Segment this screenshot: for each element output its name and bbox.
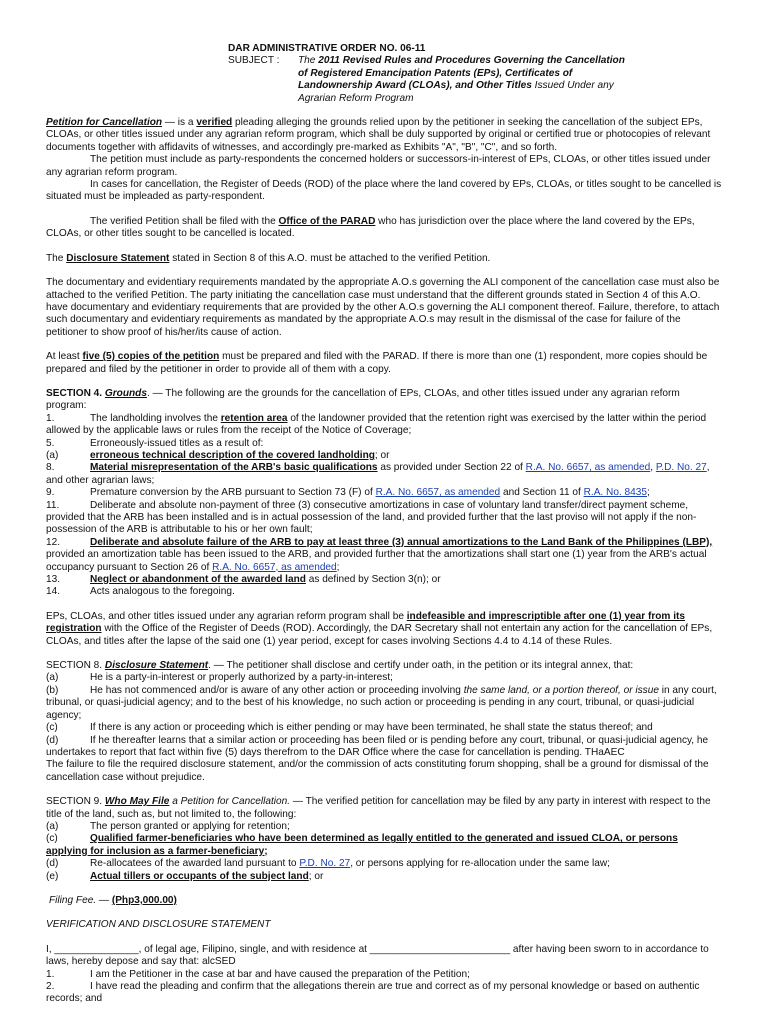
ra-6657-link[interactable]: R.A. No. 6657, as amended: [375, 487, 501, 499]
subject-label: SUBJECT :: [228, 55, 280, 67]
order-header: [228, 43, 722, 105]
list-item: 1. I am the Petitioner in the case at bar and have caused the preparation of the Petition;: [46, 968, 470, 980]
subject-text: The 2011 Revised Rules and Procedures Governing the Cancellation of Registered Emancipation Patents (EPs), Certificates of Landownership Award (CLOAs), and Other Titles Issued Under any Agrarian Reform Program: [298, 55, 625, 104]
pd-27-link[interactable]: P.D. No. 27: [655, 462, 707, 474]
list-item: (c) If there is any action or proceeding which is either pending or may have been terminated, he shall state the status thereof; and: [46, 722, 653, 734]
filing-fee: Filing Fee. — (Php3,000.00): [49, 894, 177, 906]
list-item: 14. Acts analogous to the foregoing.: [46, 586, 235, 598]
list-item: (c) Qualified farmer-beneficiaries who have been determined as legally entitled to the generated and issued CLOA, or persons applying for inclusion as a farmer-beneficiary;: [46, 833, 678, 857]
verification-title: VERIFICATION AND DISCLOSURE STATEMENT: [46, 919, 271, 931]
petition-definition: Petition for Cancellation — is a verified pleading alleging the grounds relied upon by the petitioner in seeking the cancellation of the subject EPs, CLOAs, or other titles issued under any agrarian reform program, which shall be duly supported by original or certified true or photocopies of relevant documents together with affidavits of witnesses, and accordingly pre-marked as Exhibits "A", "B", "C", and so forth.: [46, 117, 711, 153]
petition-paragraph: The Disclosure Statement stated in Section 8 of this A.O. must be attached to the verified Petition.: [46, 252, 491, 264]
petition-paragraph: The petition must include as party-respondents the concerned holders or successors-in-interest of EPs, CLOAs, or other titles issued under any agrarian reform program.: [46, 154, 711, 178]
petition-paragraph: At least five (5) copies of the petition must be prepared and filed with the PARAD. If there is more than one (1) respondent, more copies should be prepared and filed by the petitioner in order to provide all of them with a copy.: [46, 351, 708, 375]
petition-paragraph: The verified Petition shall be filed with the Office of the PARAD who has jurisdiction over the place where the land covered by the EPs, CLOAs, or other titles sought to be cancelled is located.: [46, 215, 695, 240]
document-page: [46, 43, 722, 1006]
section-4-heading: SECTION 4. Grounds. — The following are the grounds for the cancellation of EPs, CLOAs, and other titles issued under any agrarian reform program:: [46, 387, 680, 412]
order-title: DAR ADMINISTRATIVE ORDER NO. 06-11: [228, 43, 426, 54]
list-item: (a) He is a party-in-interest or properly authorized by a party-in-interest;: [46, 672, 393, 684]
section-9-heading: SECTION 9. Who May File a Petition for Cancellation. — The verified petition for cancellation may be filed by any party in interest with respect to the title of the land, such as, but not limited to, the following:: [46, 796, 711, 820]
list-item: (b) He has not commenced and/or is aware of any other action or proceeding involving the same land, or a portion thereof, or issue in any court, tribunal, or quasi-judicial agency; and to the best of his knowledge, no such action or proceeding is pending in any court, tribunal, or quasi-judicial agency;: [46, 684, 717, 721]
list-item: (d) Re-allocatees of the awarded land pursuant to P.D. No. 27, or persons applying for re-allocation under the same law;: [46, 858, 610, 870]
petition-term: Petition for Cancellation: [46, 117, 163, 129]
list-item: 1. The landholding involves the retention area of the landowner provided that the retention right was exercised by the latter within the period allowed by the applicable laws or rules from the receipt of the Notice of Coverage;: [46, 412, 707, 437]
list-item: 11. Deliberate and absolute non-payment of three (3) consecutive amortizations in case of voluntary land transfer/direct payment scheme, provided that the ARB has been installed and is in actual possession of the land, and provided further that the last proviso will not apply if the non-possession of the ARB is attributable to his or her own fault;: [46, 499, 697, 536]
ra-6657-link[interactable]: R.A. No. 6657, as amended: [212, 561, 337, 573]
disclosure-failure-paragraph: The failure to file the required disclosure statement, and/or the commission of acts constituting forum shopping, shall be a ground for dismissal of the cancellation case without prejudice.: [46, 759, 709, 783]
list-item: (d) If he thereafter learns that a similar action or proceeding has been filed or is pending before any court, tribunal, or quasi-judicial agency, he undertakes to report that fact within five (5) days therefrom to the DAR Office where the case for cancellation is pending. THaAEC: [46, 734, 709, 758]
list-item: 13. Neglect or abandonment of the awarded land as defined by Section 3(n); or: [46, 574, 441, 586]
list-item: (a) The person granted or applying for retention;: [46, 820, 290, 832]
indefeasibility-paragraph: EPs, CLOAs, and other titles issued under any agrarian reform program shall be indefeasible and imprescriptible after one (1) year from its registration with the Office of the Register of Deeds (ROD). Accordingly, the DAR Secretary shall not entertain any action for the cancellation of EPs, CLOAs, and titles after the lapse of the said one (1) year period, except for cases involving Sections 4.4 to 4.14 of these Rules.: [46, 610, 713, 647]
ra-8435-link[interactable]: R.A. No. 8435: [583, 487, 647, 499]
list-item: 9. Premature conversion by the ARB pursuant to Section 73 (F) of R.A. No. 6657, as amended and Section 11 of R.A. No. 8435;: [46, 487, 650, 499]
section-8-heading: SECTION 8. Disclosure Statement. — The petitioner shall disclose and certify under oath, in the petition or its integral annex, that:: [46, 660, 634, 672]
subject-row: [228, 55, 722, 105]
petition-paragraph: The documentary and evidentiary requirements mandated by the appropriate A.O.s governing the ALI component of the cancellation case must also be attached to the verified Petition. The party initiating the cancellation case must understand that the different grounds stated in Section 4 of this A.O. have documentary and evidentiary requirements that are provided by the other A.O.s governing the ALI component thereof. Failure, therefore, to attach such documentary and evidentiary requirements as mandated by the appropriate A.O.s may result in the dismissal of the case for failure of the petitioner to show proof of his/her/its cause of action.: [46, 277, 720, 338]
list-item: 8. Material misrepresentation of the ARB's basic qualifications as provided under Section 22 of R.A. No. 6657, as amended, P.D. No. 27, and other agrarian laws;: [46, 462, 710, 486]
list-item: (a) erroneous technical description of the covered landholding; or: [46, 449, 390, 461]
pd-27-link[interactable]: P.D. No. 27: [299, 858, 351, 870]
petition-paragraph: In cases for cancellation, the Register of Deeds (ROD) of the place where the land covered by EPs, CLOAs, or titles sought to be cancelled is situated must be impleaded as party-respondent.: [46, 179, 722, 203]
list-item: 5. Erroneously-issued titles as a result of:: [46, 437, 264, 449]
list-item: (e) Actual tillers or occupants of the subject land; or: [46, 870, 324, 882]
verification-paragraph: I, _______________, of legal age, Filipino, single, and with residence at _________________________ after having been sworn to in accordance to laws, hereby depose and say that: alcSED: [46, 943, 709, 968]
list-item: 2. I have read the pleading and confirm that the allegations therein are true and correct as of my personal knowledge or based on authentic records; and: [46, 981, 700, 1005]
ra-6657-link[interactable]: R.A. No. 6657, as amended: [525, 462, 651, 474]
list-item: 12. Deliberate and absolute failure of the ARB to pay at least three (3) annual amortizations to the Land Bank of the Philippines (LBP), provided an amortization table has been issued to the ARB, and provided further that the amortizations shall start one (1) year from the ARB's actual occupancy pursuant to Section 26 of R.A. No. 6657, as amended;: [46, 536, 713, 573]
